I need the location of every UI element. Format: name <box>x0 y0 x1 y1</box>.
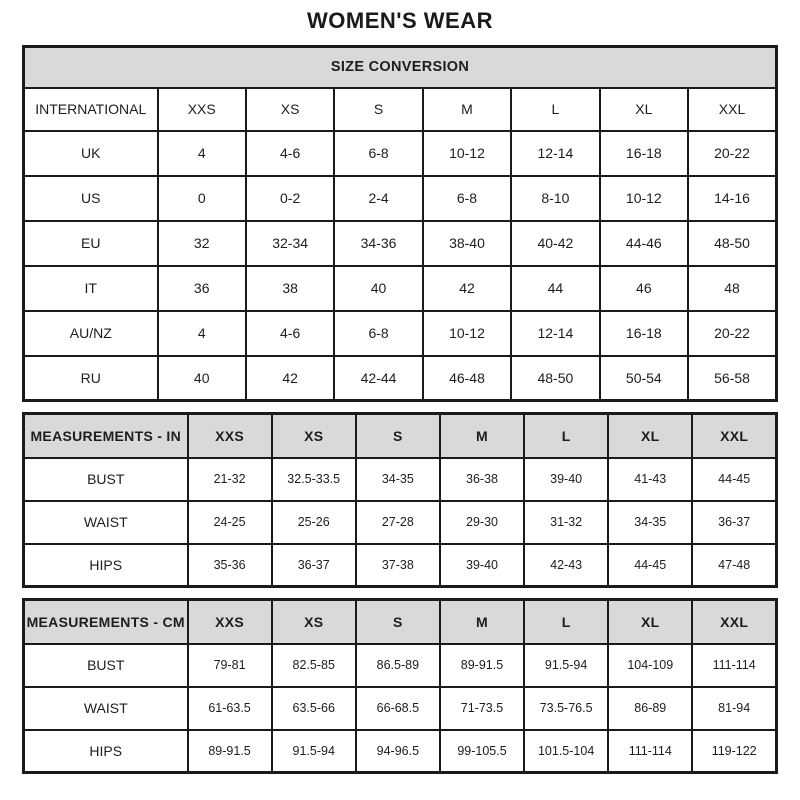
value-cell: 104-109 <box>608 644 692 687</box>
page-title: WOMEN'S WEAR <box>307 8 493 33</box>
value-cell: 16-18 <box>600 311 688 356</box>
value-cell: 36 <box>158 266 246 311</box>
row-label-cell: WAIST <box>24 501 188 544</box>
value-cell: 89-91.5 <box>188 730 272 773</box>
value-cell: 34-36 <box>334 221 422 266</box>
value-cell: 50-54 <box>600 356 688 401</box>
value-cell: 10-12 <box>600 176 688 221</box>
value-cell: 36-37 <box>272 544 356 587</box>
column-header-cell: XS <box>272 414 356 458</box>
value-cell: 48 <box>688 266 776 311</box>
value-cell: 36-37 <box>692 501 776 544</box>
measurements-cm-body <box>24 644 777 773</box>
column-header-cell: XXS <box>158 88 246 131</box>
table-row <box>24 176 777 221</box>
value-cell: 48-50 <box>688 221 776 266</box>
value-cell: 42 <box>246 356 334 401</box>
row-label-cell: RU <box>24 356 158 401</box>
value-cell: 46-48 <box>423 356 511 401</box>
value-cell: 32-34 <box>246 221 334 266</box>
value-cell: 46 <box>600 266 688 311</box>
value-cell: 24-25 <box>188 501 272 544</box>
value-cell: 94-96.5 <box>356 730 440 773</box>
value-cell: 99-105.5 <box>440 730 524 773</box>
value-cell: 63.5-66 <box>272 687 356 730</box>
value-cell: 39-40 <box>440 544 524 587</box>
table-row <box>24 311 777 356</box>
column-header-cell: XXL <box>692 414 776 458</box>
value-cell: 39-40 <box>524 458 608 501</box>
table-row <box>24 266 777 311</box>
column-header-cell: XXL <box>692 600 776 644</box>
value-cell: 32 <box>158 221 246 266</box>
column-header-cell: L <box>524 414 608 458</box>
value-cell: 4 <box>158 131 246 176</box>
column-header-cell: L <box>524 600 608 644</box>
value-cell: 41-43 <box>608 458 692 501</box>
row-label-cell: AU/NZ <box>24 311 158 356</box>
value-cell: 10-12 <box>423 311 511 356</box>
value-cell: 71-73.5 <box>440 687 524 730</box>
column-header-cell: S <box>356 414 440 458</box>
table-row <box>24 501 777 544</box>
table-row <box>24 687 777 730</box>
value-cell: 20-22 <box>688 311 776 356</box>
value-cell: 32.5-33.5 <box>272 458 356 501</box>
value-cell: 73.5-76.5 <box>524 687 608 730</box>
value-cell: 40 <box>334 266 422 311</box>
column-header-cell: XS <box>272 600 356 644</box>
value-cell: 2-4 <box>334 176 422 221</box>
value-cell: 48-50 <box>511 356 599 401</box>
value-cell: 44-45 <box>692 458 776 501</box>
row-label-header-cell: INTERNATIONAL <box>24 88 158 131</box>
value-cell: 0-2 <box>246 176 334 221</box>
size-conversion-table <box>22 45 778 402</box>
value-cell: 61-63.5 <box>188 687 272 730</box>
value-cell: 8-10 <box>511 176 599 221</box>
value-cell: 12-14 <box>511 131 599 176</box>
value-cell: 44-45 <box>608 544 692 587</box>
column-header-cell: M <box>440 414 524 458</box>
value-cell: 4-6 <box>246 131 334 176</box>
value-cell: 38 <box>246 266 334 311</box>
column-header-cell: M <box>423 88 511 131</box>
value-cell: 29-30 <box>440 501 524 544</box>
value-cell: 119-122 <box>692 730 776 773</box>
table-row <box>24 221 777 266</box>
value-cell: 44-46 <box>600 221 688 266</box>
table-row <box>24 356 777 401</box>
value-cell: 25-26 <box>272 501 356 544</box>
value-cell: 47-48 <box>692 544 776 587</box>
value-cell: 42 <box>423 266 511 311</box>
table-row <box>24 730 777 773</box>
row-label-cell: US <box>24 176 158 221</box>
row-label-cell: BUST <box>24 458 188 501</box>
row-label-header-cell: MEASUREMENTS - CM <box>24 600 188 644</box>
value-cell: 111-114 <box>692 644 776 687</box>
value-cell: 10-12 <box>423 131 511 176</box>
measurements-cm-table <box>22 598 778 774</box>
table-row <box>24 544 777 587</box>
value-cell: 40-42 <box>511 221 599 266</box>
table-row <box>24 644 777 687</box>
size-conversion-body <box>24 131 777 401</box>
column-header-cell: XXS <box>188 414 272 458</box>
value-cell: 12-14 <box>511 311 599 356</box>
value-cell: 27-28 <box>356 501 440 544</box>
column-header-cell: XXL <box>688 88 776 131</box>
value-cell: 89-91.5 <box>440 644 524 687</box>
column-header-cell: XL <box>608 414 692 458</box>
value-cell: 34-35 <box>356 458 440 501</box>
value-cell: 20-22 <box>688 131 776 176</box>
measurements-in-header-row <box>24 414 777 458</box>
value-cell: 31-32 <box>524 501 608 544</box>
size-conversion-banner: SIZE CONVERSION <box>24 47 777 88</box>
value-cell: 91.5-94 <box>524 644 608 687</box>
value-cell: 42-44 <box>334 356 422 401</box>
value-cell: 91.5-94 <box>272 730 356 773</box>
value-cell: 14-16 <box>688 176 776 221</box>
value-cell: 6-8 <box>334 311 422 356</box>
column-header-cell: M <box>440 600 524 644</box>
column-header-cell: XXS <box>188 600 272 644</box>
value-cell: 6-8 <box>423 176 511 221</box>
value-cell: 81-94 <box>692 687 776 730</box>
value-cell: 79-81 <box>188 644 272 687</box>
column-header-cell: S <box>334 88 422 131</box>
value-cell: 37-38 <box>356 544 440 587</box>
column-header-cell: XL <box>600 88 688 131</box>
row-label-cell: WAIST <box>24 687 188 730</box>
value-cell: 36-38 <box>440 458 524 501</box>
table-row <box>24 131 777 176</box>
measurements-in-table <box>22 412 778 588</box>
value-cell: 86-89 <box>608 687 692 730</box>
value-cell: 66-68.5 <box>356 687 440 730</box>
row-label-cell: EU <box>24 221 158 266</box>
value-cell: 4 <box>158 311 246 356</box>
value-cell: 86.5-89 <box>356 644 440 687</box>
value-cell: 21-32 <box>188 458 272 501</box>
column-header-cell: S <box>356 600 440 644</box>
size-conversion-header-row <box>24 88 777 131</box>
row-label-header-cell: MEASUREMENTS - IN <box>24 414 188 458</box>
row-label-cell: HIPS <box>24 544 188 587</box>
column-header-cell: XL <box>608 600 692 644</box>
value-cell: 44 <box>511 266 599 311</box>
value-cell: 4-6 <box>246 311 334 356</box>
value-cell: 42-43 <box>524 544 608 587</box>
value-cell: 16-18 <box>600 131 688 176</box>
column-header-cell: L <box>511 88 599 131</box>
value-cell: 6-8 <box>334 131 422 176</box>
column-header-cell: XS <box>246 88 334 131</box>
value-cell: 0 <box>158 176 246 221</box>
measurements-cm-header-row <box>24 600 777 644</box>
value-cell: 35-36 <box>188 544 272 587</box>
value-cell: 40 <box>158 356 246 401</box>
value-cell: 38-40 <box>423 221 511 266</box>
table-row <box>24 458 777 501</box>
value-cell: 34-35 <box>608 501 692 544</box>
measurements-in-body <box>24 458 777 587</box>
value-cell: 82.5-85 <box>272 644 356 687</box>
row-label-cell: BUST <box>24 644 188 687</box>
row-label-cell: HIPS <box>24 730 188 773</box>
value-cell: 101.5-104 <box>524 730 608 773</box>
row-label-cell: IT <box>24 266 158 311</box>
value-cell: 111-114 <box>608 730 692 773</box>
row-label-cell: UK <box>24 131 158 176</box>
table-banner-row <box>24 47 777 88</box>
value-cell: 56-58 <box>688 356 776 401</box>
